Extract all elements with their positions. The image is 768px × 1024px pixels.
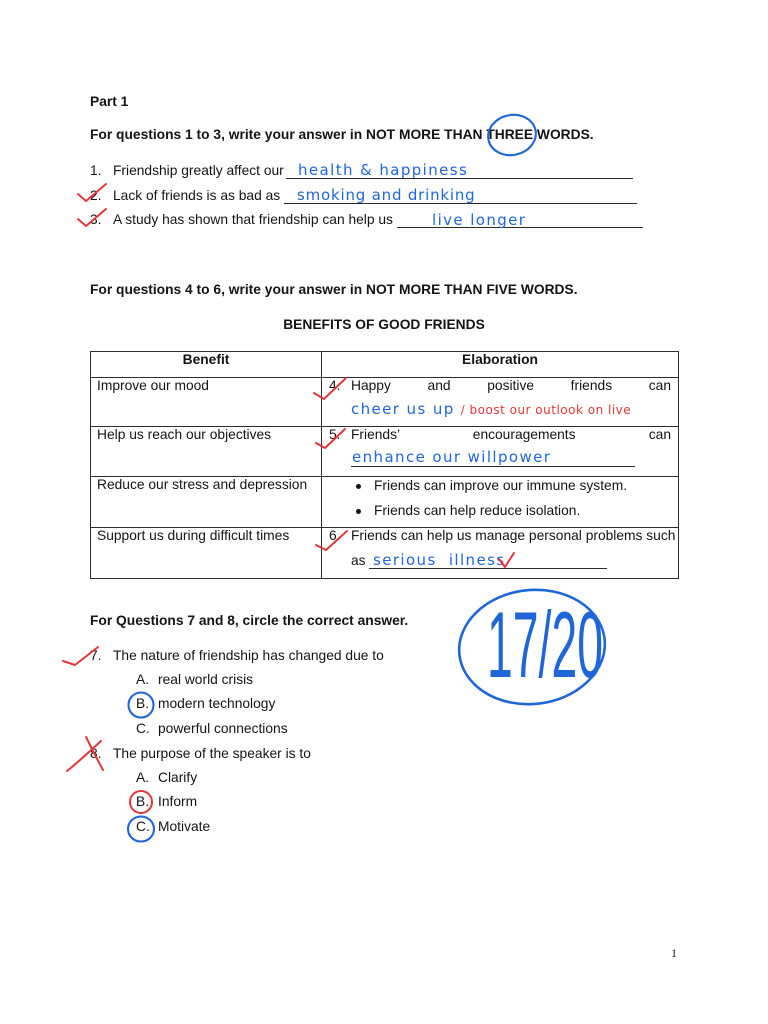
benefit-cell (90, 377, 322, 427)
question-number: 1. (90, 163, 102, 178)
question-text: Happy and positive friends can (351, 378, 671, 393)
question-number: 8. (90, 746, 102, 761)
benefit-cell (90, 426, 322, 477)
elaboration-cell (321, 527, 679, 579)
question-text-continued: as (351, 553, 366, 568)
answer-blank (284, 188, 637, 204)
benefit-text: Improve our mood (97, 378, 209, 393)
handwritten-answer: enhance our willpower (352, 448, 552, 466)
bullet-icon (356, 484, 361, 489)
elaboration-cell (321, 377, 679, 427)
option-text: real world crisis (158, 672, 254, 687)
benefits-table (90, 351, 679, 579)
bullet-icon (356, 509, 361, 514)
option-letter: B. (136, 696, 150, 711)
question-text: The purpose of the speaker is to (113, 746, 311, 761)
question-number: 3. (90, 212, 102, 227)
benefit-text: Support us during difficult times (97, 528, 290, 543)
option-letter: A. (136, 672, 150, 687)
answer-blank (369, 553, 607, 569)
column-header: Benefit (182, 352, 230, 367)
question-number: 7. (90, 648, 102, 663)
handwritten-answer-blue: cheer us up (351, 400, 455, 418)
option-text: modern technology (158, 696, 276, 711)
option-letter: C. (136, 721, 150, 736)
option-text: Clarify (158, 770, 198, 785)
handwritten-answer (351, 401, 631, 418)
column-header: Elaboration (462, 352, 538, 367)
handwritten-answer: health & happiness (298, 161, 469, 179)
option-letter: A. (136, 770, 150, 785)
question-number: 6. (329, 528, 341, 543)
question-text: Friends’ encouragements can (351, 427, 671, 442)
question-number: 4. (329, 378, 341, 393)
question-text: A study has shown that friendship can help us (113, 212, 393, 227)
elaboration-cell (321, 476, 679, 528)
header-cell-elaboration (321, 351, 679, 378)
option-text: Inform (158, 794, 198, 809)
handwritten-answer: serious illness (373, 551, 506, 569)
option-letter: C. (136, 819, 150, 834)
instruction-questions-7-8: For Questions 7 and 8, circle the correct answer. (90, 613, 409, 628)
answer-blank (351, 448, 635, 467)
handwritten-answer: smoking and drinking (297, 186, 476, 204)
handwritten-answer: live longer (432, 211, 527, 229)
bullet-text: Friends can help reduce isolation. (374, 503, 581, 518)
handwritten-answer-red: / boost our outlook on live (460, 403, 632, 417)
benefit-text: Help us reach our objectives (97, 427, 272, 442)
elaboration-cell (321, 426, 679, 477)
question-text: Friendship greatly affect our (113, 163, 284, 178)
header-cell-benefit (90, 351, 322, 378)
option-text: Motivate (158, 819, 211, 834)
option-letter: B. (136, 794, 150, 809)
page-number: 1 (671, 946, 677, 960)
score-text: 17/20 (487, 592, 603, 697)
part-title: Part 1 (90, 94, 129, 109)
instruction-questions-4-6: For questions 4 to 6, write your answer in NOT MORE THAN FIVE WORDS. (90, 282, 578, 297)
table-title: BENEFITS OF GOOD FRIENDS (283, 317, 485, 332)
bullet-text: Friends can improve our immune system. (374, 478, 628, 493)
benefit-text: Reduce our stress and depression (97, 477, 308, 492)
option-text: powerful connections (158, 721, 288, 736)
question-text: Friends can help us manage personal problems such (351, 528, 676, 543)
question-text: Lack of friends is as bad as (113, 188, 281, 203)
question-number: 2. (90, 188, 102, 203)
benefit-cell (90, 476, 322, 528)
answer-blank (397, 212, 643, 228)
question-text: The nature of friendship has changed due to (113, 648, 384, 663)
instruction-questions-1-3: For questions 1 to 3, write your answer in NOT MORE THAN THREE WORDS. (90, 127, 594, 142)
score-circle (453, 583, 610, 712)
answer-blank (286, 163, 633, 179)
question-number: 5. (329, 427, 341, 442)
benefit-cell (90, 527, 322, 579)
